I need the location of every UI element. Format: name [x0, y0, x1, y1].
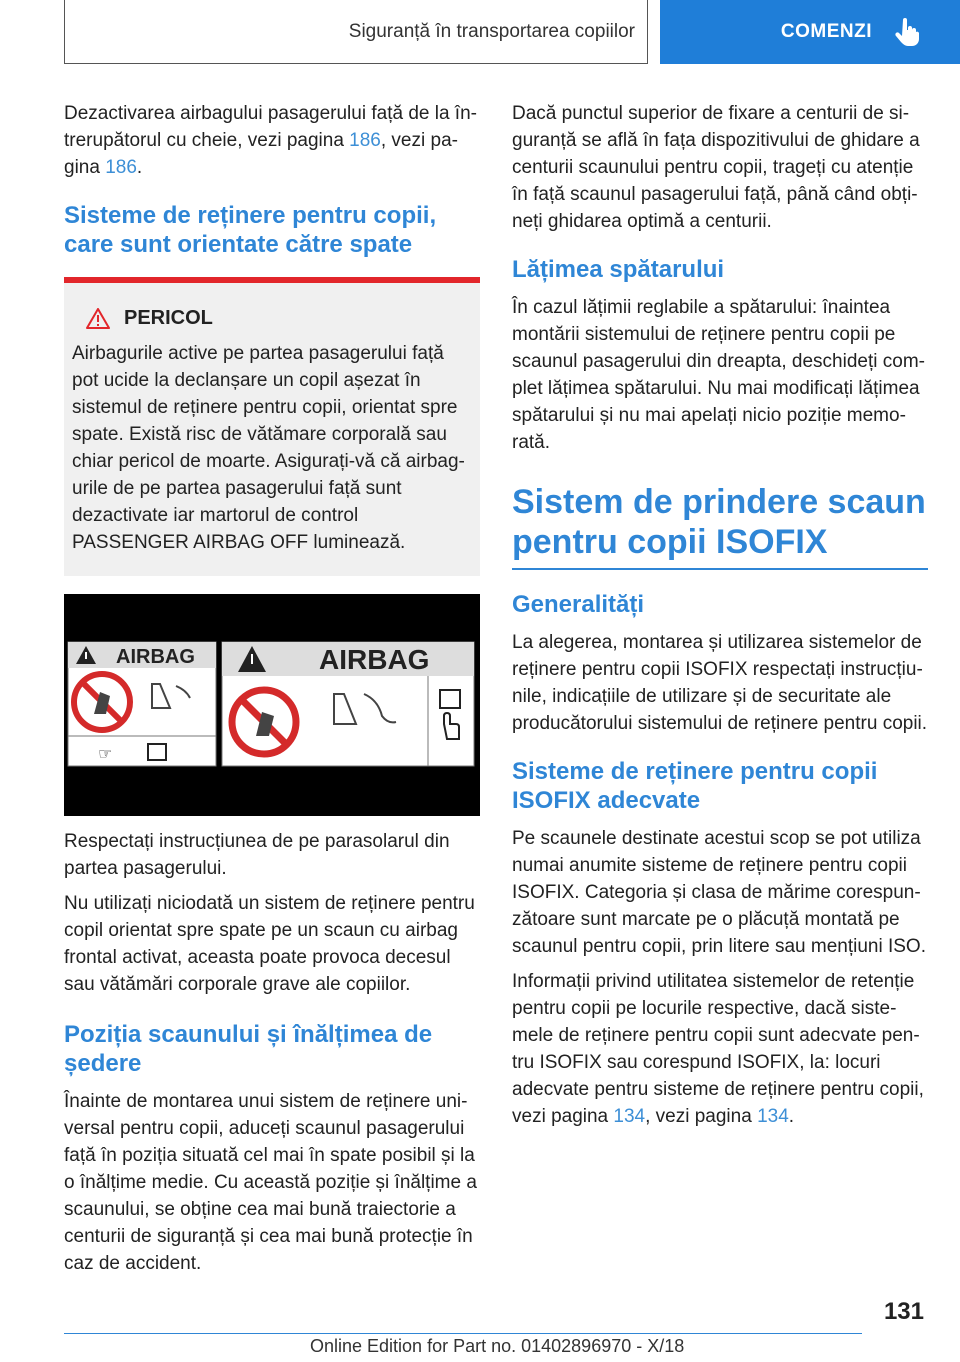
sunvisor-instruction: Respectați instrucțiunea de pe parasolarul din partea pasagerului.	[64, 831, 450, 879]
intro-paragraph: Dezactivarea airbagului pasagerului față de la întrerupătorul cu cheie, vezi pagina 186, vezi pagina 186.	[64, 103, 477, 178]
footer-edition: Online Edition for Part no. 01402896970 - X/18	[310, 1336, 685, 1356]
warning-title: PERICOL	[86, 305, 472, 332]
heading-backrest-width: Lățimea spătarului	[512, 256, 725, 283]
page-link-134[interactable]: 134	[613, 1106, 646, 1127]
airbag-text-large: AIRBAG	[319, 644, 430, 675]
header-chapter-tab[interactable]	[660, 0, 960, 64]
page-link-186-second[interactable]: 186	[105, 157, 137, 178]
warning-triangle-icon	[86, 308, 110, 329]
header-section-box	[64, 0, 648, 64]
header-chapter-title: COMENZI	[780, 21, 872, 42]
footer-rule	[64, 1333, 862, 1334]
belt-guide-paragraph: Dacă punctul superior de fixare a centurii de siguranță se află în fața dispozitivului de ghidare a centurii scaunului pentru copii, trageți cu atenție în față scaunul pasagerului față, până când obțineți ghidarea optimă a centurii.	[512, 103, 920, 232]
general-paragraph: La alegerea, montarea și utilizarea sistemelor de reținere pentru copii ISOFIX respectați instrucțiunile, indicațiile de utilizare și de securitate ale producătorului sistemului de reținere pentru copii.	[512, 632, 928, 734]
heading-suitable-isofix: Sisteme de reținere pentru copii ISOFIX adecvate	[512, 758, 878, 814]
isofix-info-paragraph: Informații privind utilitatea sistemelor de retenție pentru copii pe locurile respective, dacă sistemele de reținere pentru copii sunt adecvate pentru ISOFIX sau corespund ISOFIX, la: locuri adecvate pentru sisteme de reținere pentru copii, vezi pagina 134, vezi pagina 134.	[512, 971, 924, 1127]
warning-text: Airbagurile active pe partea pasagerului față pot ucide la declanșare un copil așezat în sistemul de reținere pentru copii, orientat spre spate. Există risc de vătămare corporală sau chiar pericol de moarte. Asigurați-vă că airbag-urile de pe partea pasagerului față sunt dezactivate iar martorul de control PASSENGER AIRBAG OFF luminează.	[72, 343, 465, 553]
left-column	[64, 100, 480, 1285]
airbag-label-illustration	[64, 594, 480, 816]
seat-position-paragraph: Înainte de montarea unui sistem de reținere universal pentru copii, aduceți scaunul pasagerului față în poziția situată cel mai în spate posibil și la o înălțime medie. Cu această poziție și înălțime a scaunului, se obține cea mai bună traiectorie a centurii de siguranță și cea mai bună protecție în caz de accident.	[64, 1091, 477, 1274]
rear-facing-warning-paragraph: Nu utilizați niciodată un sistem de reținere pentru copil orientat spre spate pe un scaun cu airbag frontal activat, aceasta poate provoca decesul sau vătămări corporale grave ale copiilor.	[64, 893, 475, 995]
airbag-text-small: AIRBAG	[116, 646, 195, 668]
backrest-width-paragraph: În cazul lățimii reglabile a spătarului: înaintea montării sistemului de reținere pentru copii pe scaunul pasagerului din dreapta, deschideți complet lățimea spătarului. Nu mai modificați lățimea spătarului și nu mai apelați nicio poziție memorată.	[512, 297, 925, 453]
svg-text:☞: ☞	[98, 744, 113, 763]
heading-rear-facing-systems: Sisteme de reținere pentru copii, care sunt orientate către spate	[64, 202, 437, 258]
header-section-title: Siguranță în transportarea copiilor	[348, 20, 635, 42]
heading-rule	[512, 568, 928, 570]
page-link-134-second[interactable]: 134	[757, 1106, 789, 1127]
page-link-186[interactable]: 186	[349, 130, 381, 151]
page-number: 131	[883, 1298, 924, 1325]
airbag-warning-label-image	[64, 594, 480, 816]
heading-seat-position: Poziția scaunului și înălțimea de ședere	[64, 1021, 433, 1077]
suitable-isofix-paragraph: Pe scaunele destinate acestui scop se pot utiliza numai anumite sisteme de reținere pentru copii ISOFIX. Categoria și clasa de mărime corespunzătoare sunt marcate pe o plăcuță montată pe scaunul pentru copii, prin litere sau mențiuni ISO.	[512, 828, 926, 957]
heading-isofix: Sistem de prindere scaun pentru copii ISOFIX	[512, 483, 926, 561]
danger-warning-box	[64, 277, 480, 576]
right-column	[512, 100, 928, 1138]
heading-general: Generalități	[512, 591, 645, 618]
pointing-hand-icon	[894, 18, 920, 46]
